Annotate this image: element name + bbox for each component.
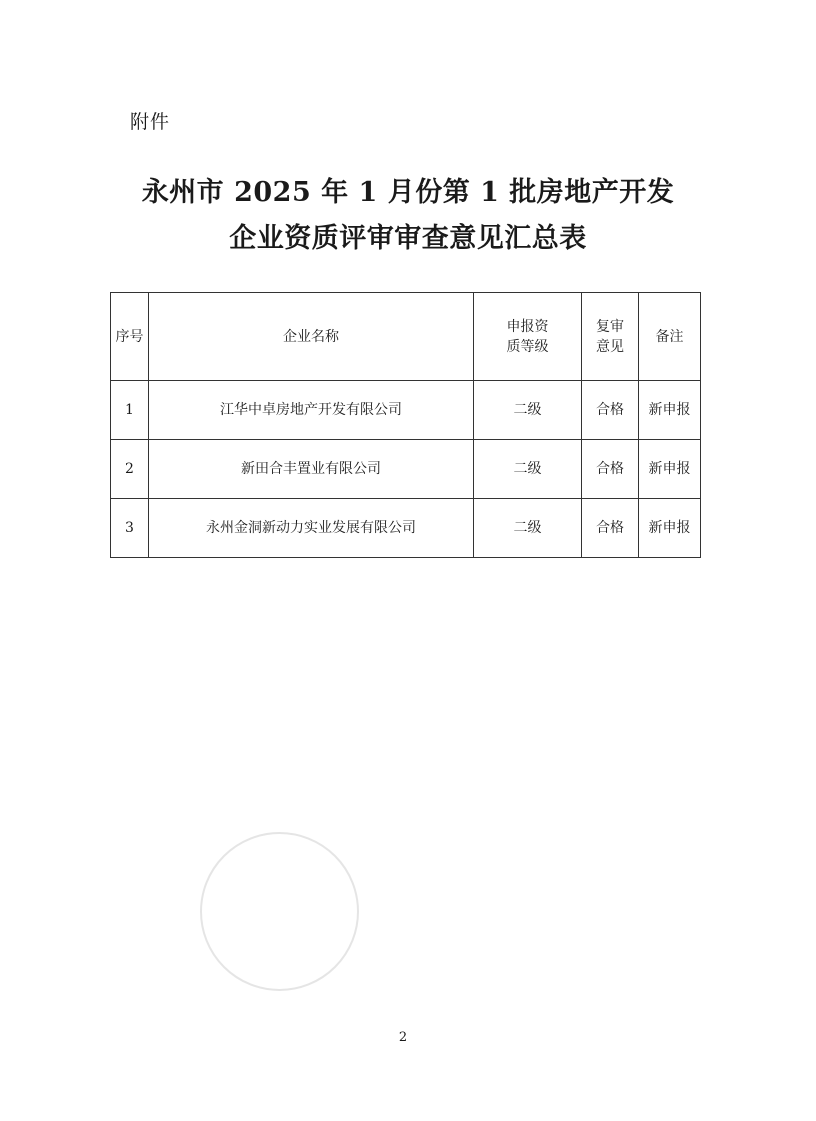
page-number: 2 xyxy=(398,1030,408,1045)
review-summary-table xyxy=(110,292,701,558)
cell-review-opinion: 合格 xyxy=(582,440,639,499)
document-title xyxy=(0,170,816,262)
cell-company-name: 永州金洞新动力实业发展有限公司 xyxy=(149,499,474,558)
header-remark: 备注 xyxy=(639,293,701,381)
cell-company-name: 新田合丰置业有限公司 xyxy=(149,440,474,499)
cell-remark: 新申报 xyxy=(639,440,701,499)
table-header-row xyxy=(111,293,701,381)
cell-seq: 3 xyxy=(111,499,149,558)
header-declared-grade-line-2: 质等级 xyxy=(506,338,549,355)
document-title-line-2: 企业资质评审审查意见汇总表 xyxy=(229,223,587,254)
faint-stamp-mark xyxy=(200,832,359,991)
cell-review-opinion: 合格 xyxy=(582,381,639,440)
cell-remark: 新申报 xyxy=(639,499,701,558)
table-row xyxy=(111,499,701,558)
table-row xyxy=(111,440,701,499)
cell-review-opinion: 合格 xyxy=(582,499,639,558)
table-row xyxy=(111,381,701,440)
cell-declared-grade: 二级 xyxy=(474,499,582,558)
header-declared-grade-line-1: 申报资 xyxy=(506,318,549,335)
header-declared-grade xyxy=(474,293,582,381)
cell-declared-grade: 二级 xyxy=(474,440,582,499)
cell-seq: 1 xyxy=(111,381,149,440)
cell-remark: 新申报 xyxy=(639,381,701,440)
header-review-opinion xyxy=(582,293,639,381)
document-title-line-1: 永州市 2025 年 1 月份第 1 批房地产开发 xyxy=(141,177,675,208)
cell-company-name: 江华中卓房地产开发有限公司 xyxy=(149,381,474,440)
header-seq: 序号 xyxy=(111,293,149,381)
cell-declared-grade: 二级 xyxy=(474,381,582,440)
header-company-name: 企业名称 xyxy=(149,293,474,381)
attachment-label: 附件 xyxy=(130,111,171,133)
header-review-opinion-line-1: 复审 xyxy=(596,318,624,335)
header-review-opinion-line-2: 意见 xyxy=(596,338,624,355)
cell-seq: 2 xyxy=(111,440,149,499)
